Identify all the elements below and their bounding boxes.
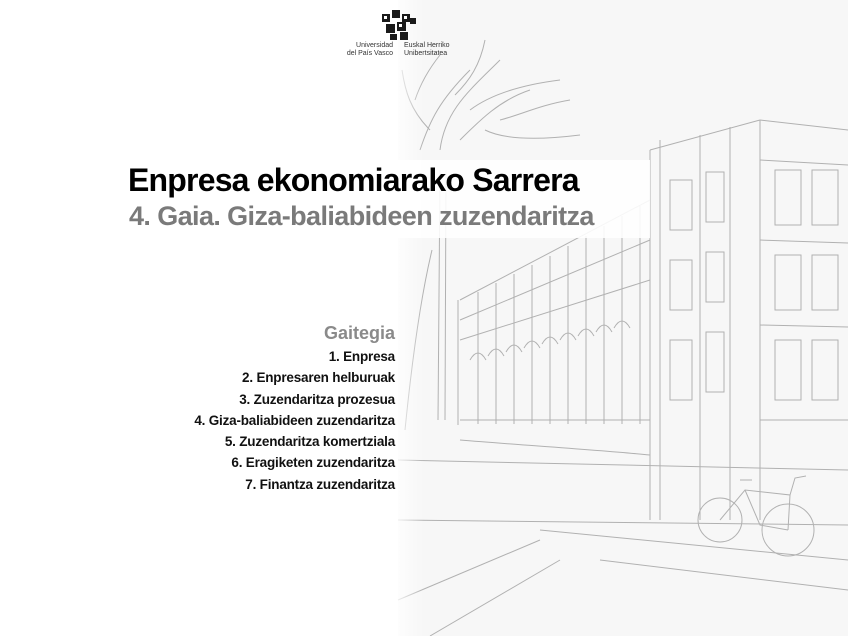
agenda-item-finantza: 7. Finantza zuzendaritza <box>245 476 395 492</box>
university-emblem-icon <box>380 8 420 42</box>
slide-title: Enpresa ekonomiarako Sarrera <box>128 162 579 198</box>
agenda-heading: Gaitegia <box>323 323 395 343</box>
agenda-list <box>194 346 395 495</box>
agenda-item-enpresa: 1. Enpresa <box>328 349 395 364</box>
agenda-item-eragiketak: 6. Eragiketen zuzendaritza <box>231 455 395 471</box>
agenda-item-komertziala: 5. Zuzendaritza komertziala <box>224 434 395 450</box>
university-logo <box>330 6 470 64</box>
agenda <box>194 320 395 495</box>
logo-text-spanish: Universidad del País Vasco <box>346 42 393 57</box>
agenda-item-giza-baliabideak: 4. Giza-baliabideen zuzendaritza <box>194 412 395 428</box>
slide-subtitle: 4. Gaia. Giza-baliabideen zuzendaritza <box>129 201 594 231</box>
agenda-item-helburuak: 2. Enpresaren helburuak <box>242 370 395 386</box>
logo-text-basque: Euskal Herriko Unibertsitatea <box>404 42 450 57</box>
agenda-item-zuzendaritza-prozesua: 3. Zuzendaritza prozesua <box>239 391 395 407</box>
